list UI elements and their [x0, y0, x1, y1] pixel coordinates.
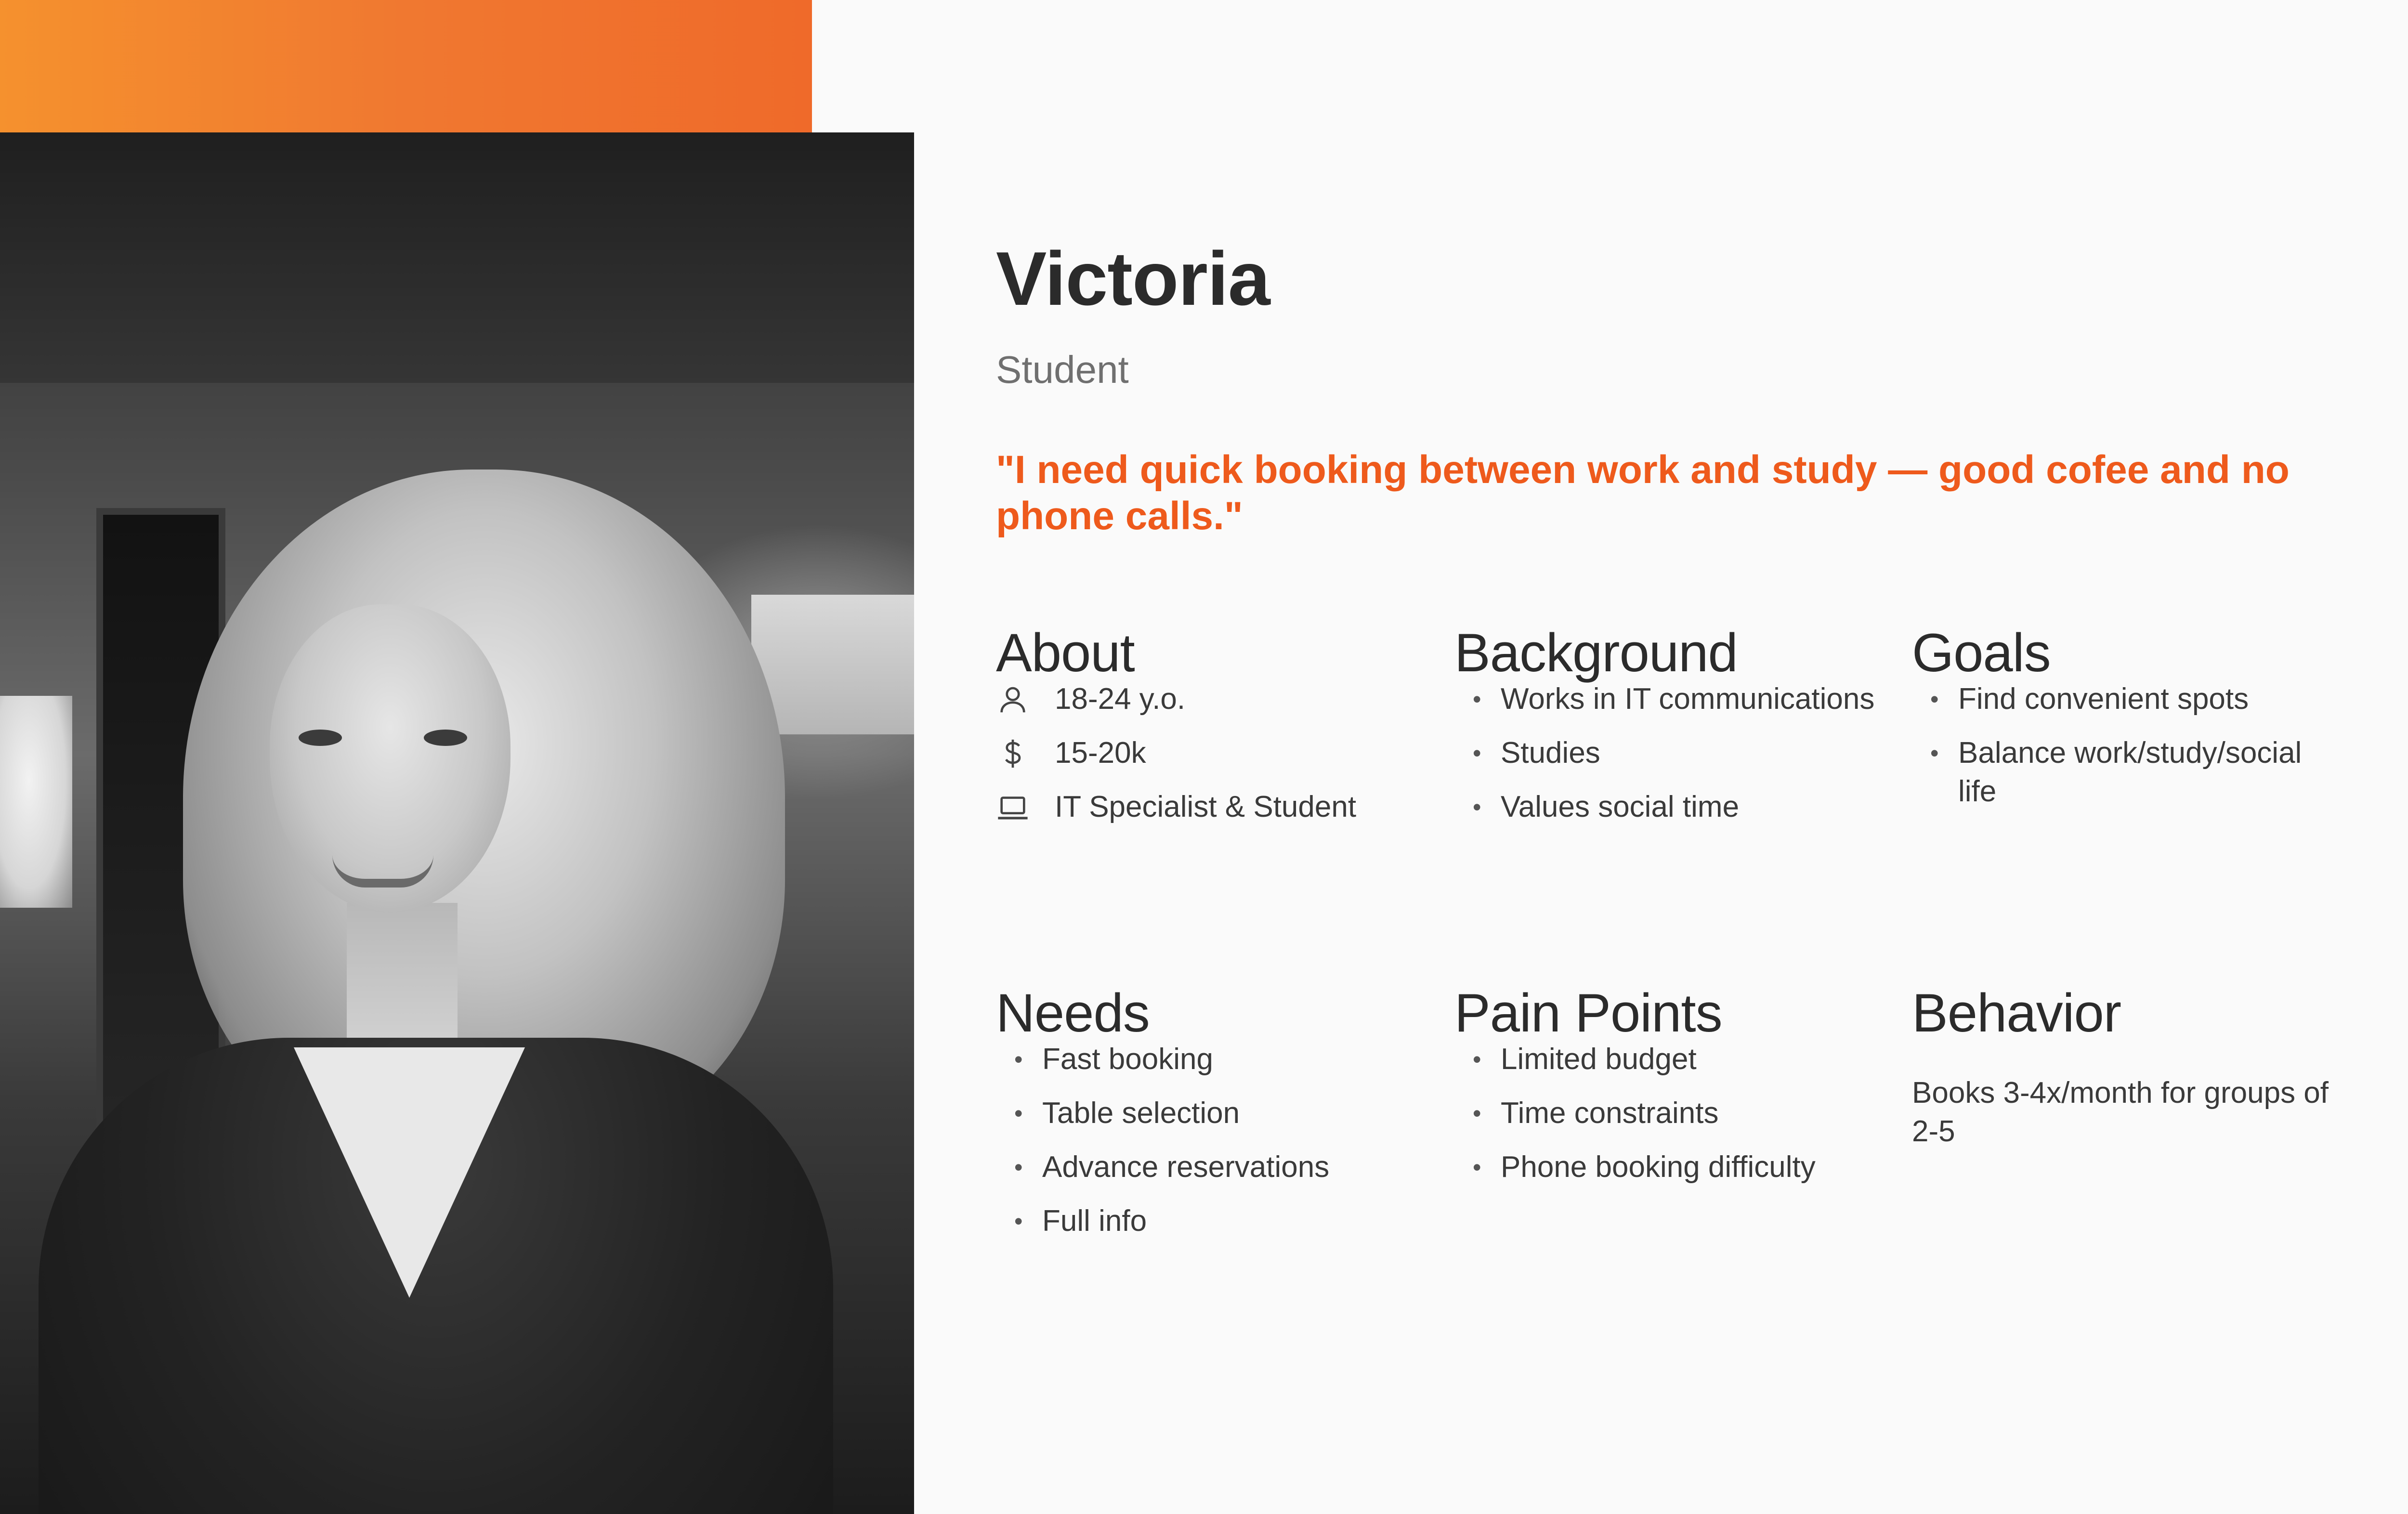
behavior-text: Books 3-4x/month for groups of 2-5: [1912, 1076, 2329, 1148]
list-item: • Table selection: [1014, 1096, 1240, 1130]
persona-role: Student: [996, 348, 1129, 391]
accent-bar: [0, 0, 812, 132]
about-item-income: 15-20k: [996, 734, 1429, 772]
person-icon: [996, 683, 1030, 717]
list-item: • Balance work/study/social life: [1930, 736, 2302, 808]
list-item: • Full info: [1014, 1204, 1147, 1238]
dollar-icon: [996, 737, 1030, 770]
list-item: • Phone booking difficulty: [1473, 1150, 1816, 1184]
list-item: • Works in IT communications: [1473, 682, 1875, 716]
laptop-icon: [996, 791, 1030, 824]
list-item: • Limited budget: [1473, 1043, 1697, 1076]
background-heading: Background: [1454, 623, 1738, 683]
about-item-age: 18-24 y.o.: [996, 680, 1429, 718]
background-section: [1454, 623, 1888, 842]
list-item: • Find convenient spots: [1930, 682, 2249, 716]
persona-quote: "I need quick booking between work and study — good cofee and no phone calls.": [996, 448, 2290, 538]
list-item: • Fast booking: [1014, 1043, 1213, 1076]
list-item: • Time constraints: [1473, 1096, 1719, 1130]
goals-heading: Goals: [1912, 623, 2051, 683]
list-item: • Advance reservations: [1014, 1150, 1330, 1184]
pain-points-heading: Pain Points: [1454, 983, 1722, 1043]
pain-points-section: [1454, 983, 1888, 1202]
needs-section: [996, 983, 1429, 1256]
about-section: [996, 623, 1429, 842]
list-item: • Values social time: [1473, 790, 1740, 823]
about-heading: About: [996, 623, 1135, 683]
persona-photo: [0, 132, 914, 1514]
behavior-heading: Behavior: [1912, 983, 2121, 1043]
about-item-occupation: IT Specialist & Student: [996, 788, 1429, 826]
persona-content: [996, 0, 2408, 1514]
goals-section: [1912, 623, 2345, 826]
list-item: • Studies: [1473, 736, 1600, 770]
behavior-section: [1912, 983, 2345, 1151]
persona-name: Victoria: [996, 236, 1270, 321]
needs-heading: Needs: [996, 983, 1150, 1043]
